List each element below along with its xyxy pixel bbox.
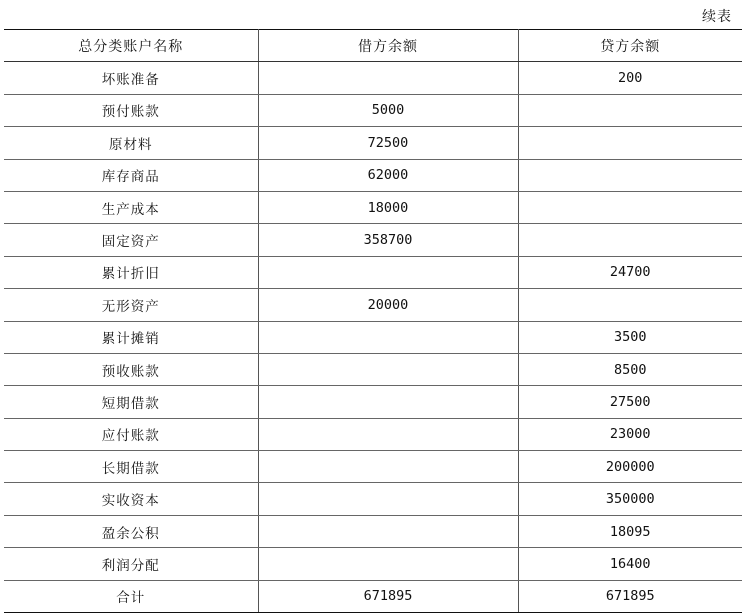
account-name: 预收账款 [4, 353, 258, 385]
credit-value [518, 127, 742, 159]
credit-value: 350000 [518, 483, 742, 515]
account-name: 固定资产 [4, 224, 258, 256]
table-row [4, 353, 742, 385]
credit-value: 24700 [518, 256, 742, 288]
debit-value: 5000 [258, 94, 518, 126]
account-name: 预付账款 [4, 94, 258, 126]
debit-value [258, 256, 518, 288]
table-row [4, 321, 742, 353]
table-row [4, 451, 742, 483]
credit-value: 27500 [518, 386, 742, 418]
table-row [4, 483, 742, 515]
debit-value [258, 451, 518, 483]
account-name: 短期借款 [4, 386, 258, 418]
credit-value [518, 289, 742, 321]
debit-value: 62000 [258, 159, 518, 191]
debit-value [258, 62, 518, 94]
header-account-name: 总分类账户名称 [4, 30, 258, 62]
account-name: 应付账款 [4, 418, 258, 450]
total-label: 合计 [4, 580, 258, 612]
table-row [4, 62, 742, 94]
account-name: 累计摊销 [4, 321, 258, 353]
account-name: 生产成本 [4, 191, 258, 223]
debit-value [258, 483, 518, 515]
account-name: 利润分配 [4, 548, 258, 580]
debit-value [258, 548, 518, 580]
header-debit-balance: 借方余额 [258, 30, 518, 62]
total-row [4, 580, 742, 612]
credit-value [518, 159, 742, 191]
table-row [4, 548, 742, 580]
continued-label: 续表 [702, 9, 732, 25]
total-debit-value: 671895 [258, 580, 518, 612]
table-row [4, 515, 742, 547]
trial-balance-table [4, 29, 742, 613]
account-name: 无形资产 [4, 289, 258, 321]
account-name: 实收资本 [4, 483, 258, 515]
table-row [4, 94, 742, 126]
account-name: 坏账准备 [4, 62, 258, 94]
debit-value: 20000 [258, 289, 518, 321]
account-name: 长期借款 [4, 451, 258, 483]
debit-value [258, 418, 518, 450]
debit-value: 358700 [258, 224, 518, 256]
table-row [4, 386, 742, 418]
table-row [4, 418, 742, 450]
credit-value [518, 94, 742, 126]
account-name: 原材料 [4, 127, 258, 159]
table-row [4, 191, 742, 223]
credit-value: 200 [518, 62, 742, 94]
header-credit-balance: 贷方余额 [518, 30, 742, 62]
credit-value: 23000 [518, 418, 742, 450]
credit-value: 8500 [518, 353, 742, 385]
account-name: 库存商品 [4, 159, 258, 191]
table-header-row [4, 30, 742, 62]
credit-value: 18095 [518, 515, 742, 547]
account-name: 盈余公积 [4, 515, 258, 547]
table-row [4, 127, 742, 159]
debit-value [258, 321, 518, 353]
total-credit-value: 671895 [518, 580, 742, 612]
table-row [4, 289, 742, 321]
table-row [4, 224, 742, 256]
table-row [4, 256, 742, 288]
table-row [4, 159, 742, 191]
debit-value: 72500 [258, 127, 518, 159]
credit-value [518, 224, 742, 256]
debit-value [258, 353, 518, 385]
debit-value [258, 386, 518, 418]
credit-value: 200000 [518, 451, 742, 483]
credit-value [518, 191, 742, 223]
account-name: 累计折旧 [4, 256, 258, 288]
debit-value: 18000 [258, 191, 518, 223]
credit-value: 3500 [518, 321, 742, 353]
credit-value: 16400 [518, 548, 742, 580]
debit-value [258, 515, 518, 547]
